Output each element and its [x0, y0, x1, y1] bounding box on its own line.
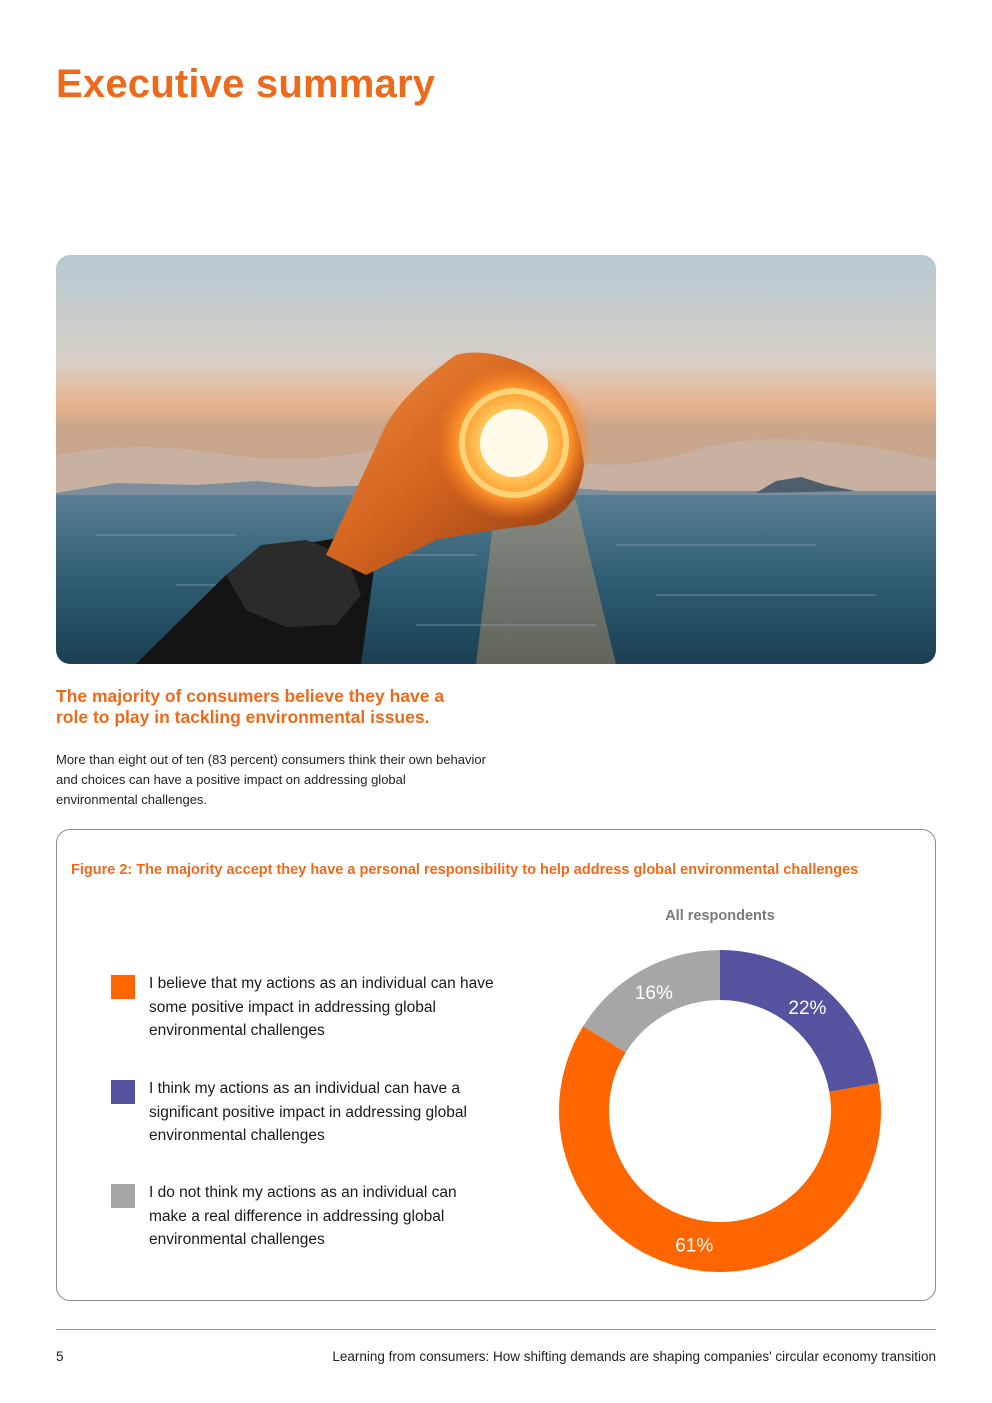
footer-divider [56, 1329, 936, 1330]
legend-label: I believe that my actions as an individual can have some positive impact in addressing global environmental challenges [149, 975, 494, 1039]
donut-data-label-0: 16% [634, 983, 673, 1005]
chart-title: All respondents [665, 908, 775, 924]
running-title: Learning from consumers: How shifting demands are shaping companies' circular economy transition [332, 1349, 936, 1364]
donut-chart [557, 948, 883, 1274]
hero-image [56, 255, 936, 664]
body-paragraph: More than eight out of ten (83 percent) consumers think their own behavior and choices can have a positive impact on addressing global environmental challenges. [56, 752, 486, 807]
legend-swatch [111, 1080, 135, 1104]
page-title: Executive summary [56, 62, 436, 106]
donut-data-label-2: 22% [788, 997, 827, 1019]
figure-panel [56, 829, 936, 1301]
legend-label: I do not think my actions as an individual can make a real difference in addressing global environmental challenges [149, 1184, 457, 1248]
donut-slice-2 [720, 950, 879, 1092]
legend-swatch [111, 975, 135, 999]
legend-label: I think my actions as an individual can have a significant positive impact in addressing global environmental challenges [149, 1080, 467, 1144]
donut-data-label-1: 61% [675, 1235, 714, 1257]
section-subheading: The majority of consumers believe they have a role to play in tackling environmental issues. [56, 686, 445, 727]
figure-title: Figure 2: The majority accept they have a personal responsibility to help address global environmental challenges [71, 862, 859, 878]
page-number: 5 [56, 1349, 64, 1364]
legend-swatch [111, 1184, 135, 1208]
